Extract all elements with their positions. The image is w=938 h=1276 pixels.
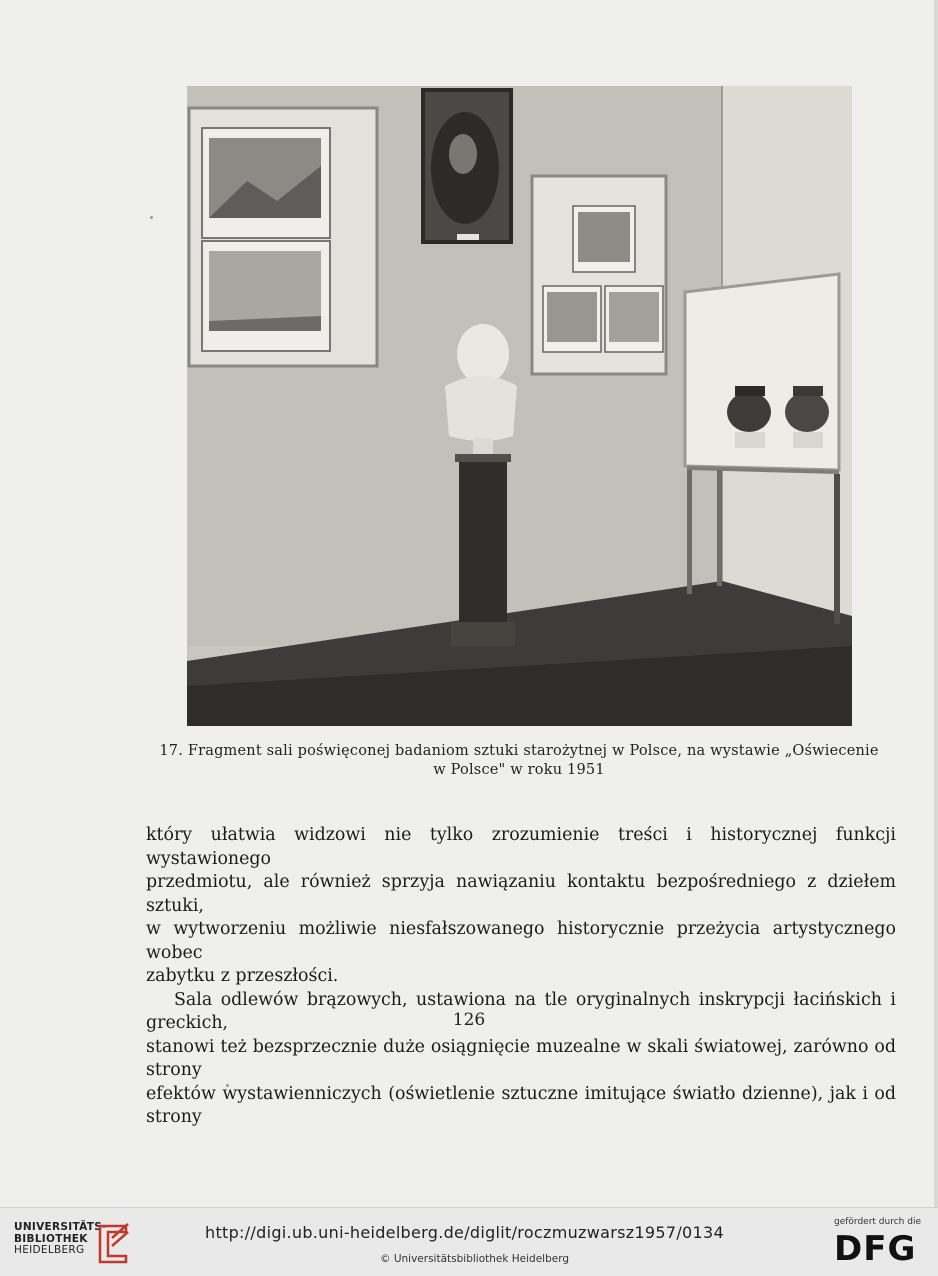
body-line: w wytworzeniu możliwie niesfałszowanego historycznie przeżycia artystycznego wobec	[146, 919, 896, 963]
body-line: stanowi też bezsprzecznie duże osiągnięcie muzealne w skali światowej, zarówno od strony	[146, 1036, 896, 1080]
digitization-footer	[0, 1207, 938, 1276]
speck	[150, 216, 153, 219]
funding-label: gefördert durch die	[834, 1217, 921, 1227]
library-line-3: HEIDELBERG	[14, 1244, 85, 1256]
body-line: zabytku z przeszłości.	[146, 966, 339, 986]
exhibition-photograph	[187, 86, 852, 726]
body-line: przedmiotu, ale również sprzyja nawiązaniu kontaktu bezpośredniego z dziełem sztuki,	[146, 872, 896, 916]
caption-line-1: 17. Fragment sali poświęconej badaniom sztuki starożytnej w Polsce, na wystawie „Oświecenie	[159, 743, 879, 759]
copyright-notice: © Universitätsbibliothek Heidelberg	[380, 1253, 570, 1265]
library-line-1: UNIVERSITÄTS-	[14, 1221, 107, 1233]
body-text	[146, 824, 896, 1130]
library-line-2: BIBLIOTHEK	[14, 1232, 88, 1245]
library-name	[14, 1222, 107, 1257]
page-number: 126	[452, 1010, 486, 1030]
figure-caption	[150, 742, 888, 780]
university-library-logo[interactable]	[14, 1222, 134, 1264]
caption-line-2: w Polsce" w roku 1951	[433, 762, 605, 778]
dfg-logo[interactable]: DFG	[834, 1229, 917, 1269]
permalink-url[interactable]: http://digi.ub.uni-heidelberg.de/diglit/roczmuzwarsz1957/0134	[205, 1223, 724, 1242]
body-line: efektów wystawienniczych (oświetlenie sztuczne imitujące światło dzienne), jak i od strony	[146, 1083, 896, 1127]
ub-bracket-icon	[98, 1222, 132, 1264]
body-line: który ułatwia widzowi nie tylko zrozumienie treści i historycznej funkcji wystawionego	[146, 825, 896, 869]
body-line: Sala odlewów brązowych, ustawiona na tle oryginalnych inskrypcji łacińskich i greckich,	[146, 989, 896, 1033]
